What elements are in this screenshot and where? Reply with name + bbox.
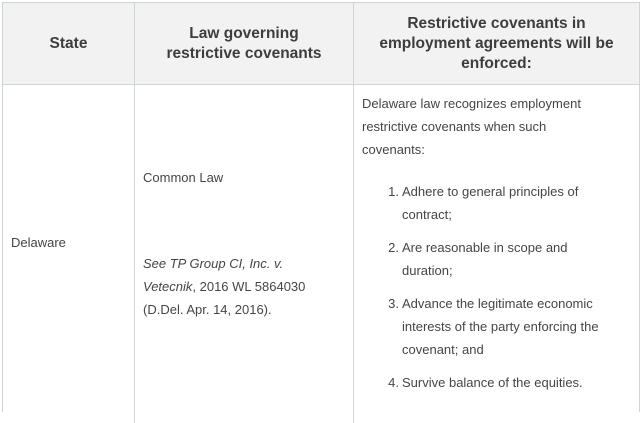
cell-citation xyxy=(143,252,348,321)
list-number: 3. xyxy=(388,296,399,311)
list-line: contract; xyxy=(402,207,452,222)
header-law-line: restrictive covenants xyxy=(166,44,322,62)
list-line: interests of the party enforcing the xyxy=(402,319,599,334)
list-line: Adhere to general principles of xyxy=(402,184,579,199)
header-enforced-line: Restrictive covenants in xyxy=(407,14,586,32)
header-law-line: Law governing xyxy=(189,24,299,42)
list-number: 1. xyxy=(388,184,399,199)
citation-italic: See TP Group CI, Inc. v. xyxy=(143,256,284,271)
list-line: duration; xyxy=(402,263,453,278)
intro-line: restrictive covenants when such xyxy=(362,119,547,134)
intro-line: covenants: xyxy=(362,142,425,157)
header-enforced-line: employment agreements will be xyxy=(379,34,614,52)
header-state-text: State xyxy=(49,34,88,52)
list-number: 2. xyxy=(388,240,399,255)
cell-law: Common Law xyxy=(143,170,224,185)
list-line: covenant; and xyxy=(402,342,484,357)
header-state xyxy=(3,3,134,84)
intro-line: Delaware law recognizes employment xyxy=(362,96,581,111)
list-number: 4. xyxy=(388,375,399,390)
cell-state: Delaware xyxy=(11,235,66,250)
header-enforced xyxy=(354,3,639,84)
header-law xyxy=(135,3,353,84)
citation-text: (D.Del. Apr. 14, 2016). xyxy=(143,302,272,317)
list-line: Are reasonable in scope and xyxy=(402,240,568,255)
list-line: Advance the legitimate economic xyxy=(402,296,593,311)
list-line: Survive balance of the equities. xyxy=(402,375,583,390)
header-enforced-line: enforced: xyxy=(461,54,532,72)
citation-text: , 2016 WL 5864030 xyxy=(192,279,306,294)
cell-enforced-intro xyxy=(362,92,632,161)
citation-italic: Vetecnik xyxy=(143,279,193,294)
